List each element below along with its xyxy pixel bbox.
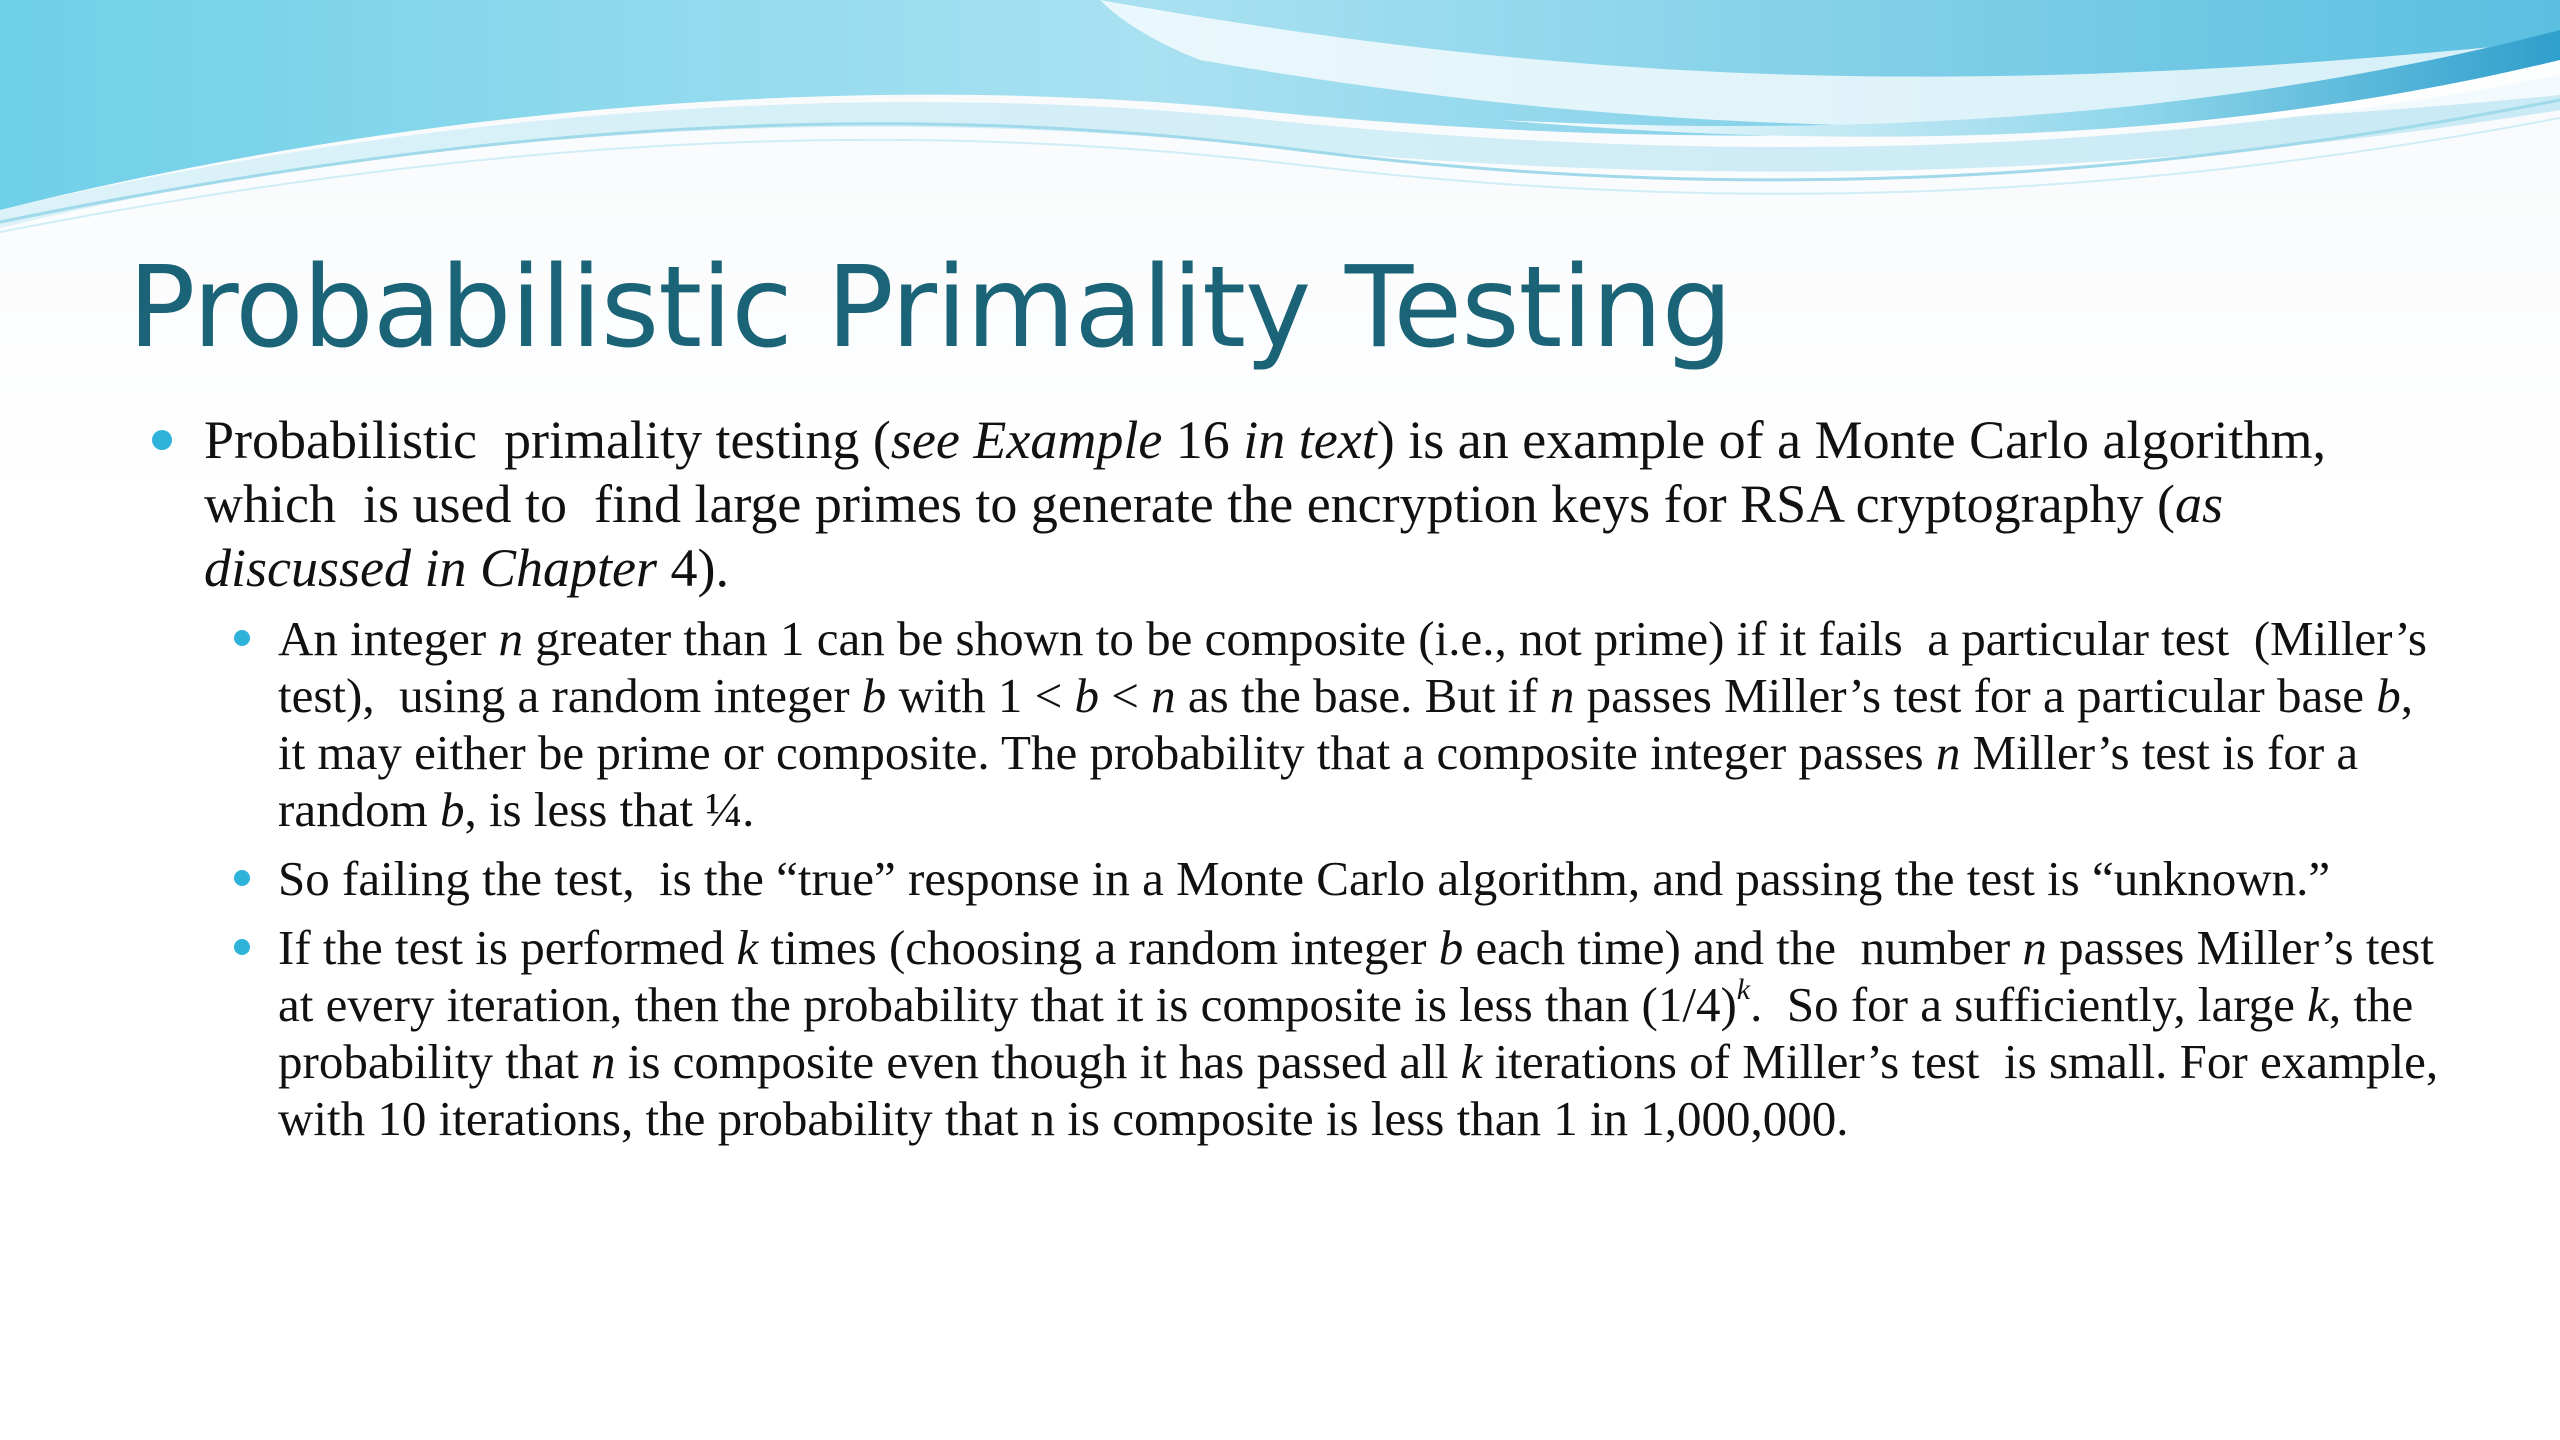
bullet-text: times (choosing a random integer <box>758 920 1439 975</box>
bullet-text: , is less that ¼. <box>464 782 755 837</box>
bullet-text-italic: in text <box>1243 410 1377 470</box>
math-variable: b <box>439 782 465 837</box>
sub-bullet-list <box>140 610 2451 1147</box>
bullet-text: An integer <box>278 611 499 666</box>
math-variable: k <box>1460 1034 1483 1089</box>
math-variable: b <box>2376 668 2401 723</box>
sub-bullet-failing-test <box>140 850 2440 907</box>
bullet-text: Miller’s test is for a random <box>278 725 2371 837</box>
bullet-text: < <box>1099 668 1152 723</box>
bullet-text: passes Miller’s test for a particular base <box>1574 668 2377 723</box>
math-variable: n <box>1549 668 1575 723</box>
sub-bullet-millers-test <box>140 610 2440 838</box>
bullet-monte-carlo-overview <box>140 408 2440 600</box>
bullet-text: Probabilistic primality testing ( <box>204 410 891 470</box>
bullet-text: greater than 1 can be shown to be composite (i.e., not prime) if it fails a particular test (Miller’s test), using a random integer <box>278 611 2440 723</box>
slide-title: Probabilistic Primality Testing <box>128 243 1732 373</box>
math-variable: b <box>1074 668 1100 723</box>
math-variable: b <box>861 668 887 723</box>
math-variable: n <box>591 1034 616 1089</box>
bullet-dot-icon <box>234 630 250 646</box>
bullet-text: 16 <box>1162 410 1244 470</box>
math-variable: n <box>1935 725 1961 780</box>
bullet-text: . So for a sufficiently, large <box>1750 977 2308 1032</box>
bullet-text: as the base. But if <box>1175 668 1550 723</box>
bullet-dot-icon <box>152 430 172 450</box>
exponent-k: k <box>1736 973 1751 1006</box>
bullet-text: If the test is performed <box>278 920 737 975</box>
bullet-text: ) is an example of a Monte Carlo algorithm, which is used to find large primes to generate the encryption keys for RSA cryptography ( <box>204 410 2340 534</box>
bullet-text: , it may either be prime or composite. The probability that a composite integer passes <box>278 668 2426 780</box>
bullet-text: iterations of Miller’s test is small. For example, with 10 iterations, the probability that n is composite is less than 1 in 1,000,000. <box>278 1034 2451 1146</box>
math-variable: n <box>1151 668 1176 723</box>
math-variable: k <box>2307 977 2329 1032</box>
bullet-text: each time) and the number <box>1463 920 2023 975</box>
bullet-text: , the probability that <box>278 977 2426 1089</box>
header-wave-decoration <box>0 0 2560 240</box>
math-variable: n <box>498 611 523 666</box>
bullet-text: with 1 < <box>886 668 1075 723</box>
bullet-text: passes Miller’s test at every iteration, then the probability that it is composite is less than (1/4) <box>278 920 2447 1032</box>
bullet-dot-icon <box>234 939 250 955</box>
math-variable: n <box>2022 920 2047 975</box>
bullet-text-italic: see Example <box>890 410 1163 470</box>
math-variable: b <box>1438 920 1464 975</box>
sub-bullet-k-iterations <box>140 919 2451 1147</box>
bullet-content <box>140 408 2451 1147</box>
bullet-text: 4). <box>657 538 729 598</box>
bullet-text: So failing the test, is the “true” response in a Monte Carlo algorithm, and passing the test is “unknown.” <box>278 851 2331 906</box>
bullet-text-italic: as discussed in Chapter <box>204 474 2237 598</box>
bullet-text: is composite even though it has passed all <box>615 1034 1461 1089</box>
bullet-dot-icon <box>234 870 250 886</box>
math-variable: k <box>736 920 759 975</box>
